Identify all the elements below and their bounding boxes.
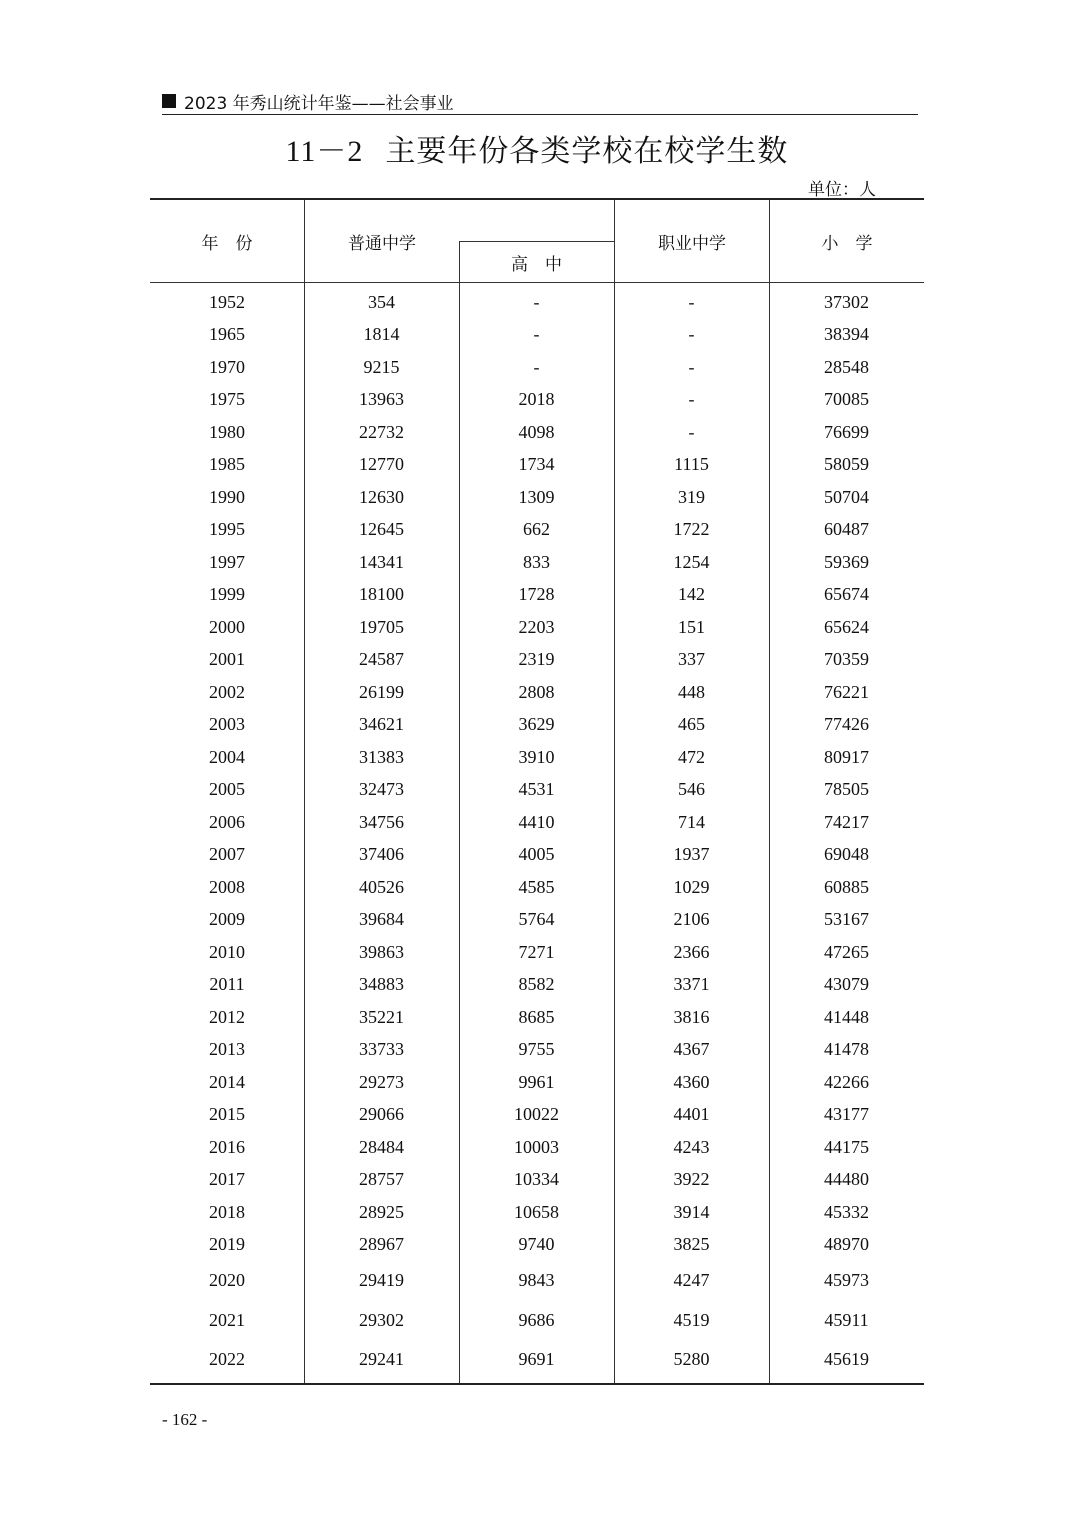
cell-high-school: - <box>533 291 540 312</box>
table-row <box>150 1131 924 1164</box>
cell-middle-school: 29302 <box>359 1309 404 1330</box>
cell-year: 1970 <box>209 356 245 377</box>
table-row <box>150 481 924 514</box>
cell-high-school: 4410 <box>518 811 555 832</box>
cell-middle-school: 19705 <box>359 616 404 637</box>
cell-high-school: - <box>533 324 540 345</box>
cell-vocational: 4367 <box>673 1039 710 1060</box>
cell-middle-school: 26199 <box>359 681 404 702</box>
cell-year: 2005 <box>209 779 245 800</box>
cell-year: 1965 <box>209 324 245 345</box>
cell-year: 1999 <box>209 584 245 605</box>
cell-vocational: 3371 <box>673 974 710 995</box>
data-table <box>150 198 924 1385</box>
cell-primary: 47265 <box>824 941 869 962</box>
cell-vocational: 151 <box>678 616 705 637</box>
cell-high-school: 1309 <box>518 486 555 507</box>
table-row <box>150 969 924 1002</box>
cell-primary: 45911 <box>824 1309 869 1330</box>
cell-high-school: 10022 <box>514 1104 559 1125</box>
cell-high-school: 4005 <box>518 844 555 865</box>
cell-high-school: 8582 <box>518 974 555 995</box>
cell-primary: 65624 <box>824 616 869 637</box>
cell-vocational: 4243 <box>673 1136 710 1157</box>
cell-primary: 59369 <box>824 551 869 572</box>
cell-vocational: 2366 <box>673 941 710 962</box>
cell-year: 2016 <box>209 1136 245 1157</box>
cell-high-school: 8685 <box>518 1006 555 1027</box>
cell-vocational: 1254 <box>673 551 710 572</box>
cell-primary: 74217 <box>824 811 869 832</box>
cell-middle-school: 33733 <box>359 1039 404 1060</box>
cell-middle-school: 24587 <box>359 649 404 670</box>
cell-year: 1997 <box>209 551 245 572</box>
cell-primary: 69048 <box>824 844 869 865</box>
table-bottom-rule <box>150 1383 924 1385</box>
table-row <box>150 611 924 644</box>
table-row <box>150 546 924 579</box>
cell-middle-school: 28484 <box>359 1136 404 1157</box>
cell-vocational: 4519 <box>673 1309 710 1330</box>
table-number: 11－2 <box>285 135 364 168</box>
cell-primary: 45973 <box>824 1270 869 1291</box>
column-divider <box>769 200 770 282</box>
cell-high-school: 2319 <box>518 649 555 670</box>
cell-year: 1990 <box>209 486 245 507</box>
cell-high-school: 3629 <box>518 714 555 735</box>
cell-primary: 48970 <box>824 1234 869 1255</box>
cell-high-school: 1728 <box>518 584 555 605</box>
cell-year: 2022 <box>209 1349 245 1370</box>
cell-middle-school: 32473 <box>359 779 404 800</box>
cell-middle-school: 14341 <box>359 551 404 572</box>
cell-year: 2004 <box>209 746 245 767</box>
table-row <box>150 319 924 352</box>
cell-year: 2007 <box>209 844 245 865</box>
cell-middle-school: 37406 <box>359 844 404 865</box>
table-header <box>150 200 924 283</box>
table-row <box>150 676 924 709</box>
table-row <box>150 1164 924 1197</box>
unit-label: 单位：人 <box>808 180 876 200</box>
cell-high-school: 10003 <box>514 1136 559 1157</box>
cell-vocational: - <box>688 356 695 377</box>
cell-high-school: 4585 <box>518 876 555 897</box>
cell-middle-school: 29066 <box>359 1104 404 1125</box>
cell-year: 2013 <box>209 1039 245 1060</box>
table-row <box>150 384 924 417</box>
cell-vocational: - <box>688 324 695 345</box>
cell-middle-school: 1814 <box>363 324 400 345</box>
cell-high-school: 2808 <box>518 681 555 702</box>
cell-year: 2017 <box>209 1169 245 1190</box>
cell-primary: 45619 <box>824 1349 869 1370</box>
cell-high-school: 2203 <box>518 616 555 637</box>
table-row <box>150 709 924 742</box>
cell-year: 1980 <box>209 421 245 442</box>
cell-middle-school: 34756 <box>359 811 404 832</box>
cell-middle-school: 22732 <box>359 421 404 442</box>
cell-primary: 77426 <box>824 714 869 735</box>
running-header <box>162 88 918 115</box>
cell-primary: 45332 <box>824 1201 869 1222</box>
cell-middle-school: 40526 <box>359 876 404 897</box>
cell-year: 2021 <box>209 1309 245 1330</box>
table-row <box>150 936 924 969</box>
table-row <box>150 1229 924 1262</box>
cell-high-school: - <box>533 356 540 377</box>
cell-year: 1995 <box>209 519 245 540</box>
col-header-middle-school: 普通中学 <box>348 233 416 254</box>
table-body <box>150 283 924 1383</box>
table-row <box>150 741 924 774</box>
cell-middle-school: 12770 <box>359 454 404 475</box>
cell-high-school: 1734 <box>518 454 555 475</box>
cell-vocational: 2106 <box>673 909 710 930</box>
cell-vocational: 4401 <box>673 1104 710 1125</box>
cell-vocational: 3914 <box>673 1201 710 1222</box>
header-text: 2023 年秀山统计年鉴——社会事业 <box>184 93 454 114</box>
table-row <box>150 1340 924 1380</box>
cell-high-school: 9755 <box>518 1039 555 1060</box>
cell-year: 2001 <box>209 649 245 670</box>
cell-primary: 38394 <box>824 324 869 345</box>
cell-year: 2008 <box>209 876 245 897</box>
cell-year: 1975 <box>209 389 245 410</box>
cell-primary: 78505 <box>824 779 869 800</box>
cell-year: 2020 <box>209 1270 245 1291</box>
table-row <box>150 774 924 807</box>
table-row <box>150 1196 924 1229</box>
cell-primary: 50704 <box>824 486 869 507</box>
cell-high-school: 5764 <box>518 909 555 930</box>
cell-vocational: 3825 <box>673 1234 710 1255</box>
table-title-text: 主要年份各类学校在校学生数 <box>385 134 789 169</box>
cell-primary: 76699 <box>824 421 869 442</box>
table-row <box>150 286 924 319</box>
cell-vocational: 465 <box>678 714 705 735</box>
cell-primary: 53167 <box>824 909 869 930</box>
cell-middle-school: 39684 <box>359 909 404 930</box>
cell-high-school: 9740 <box>518 1234 555 1255</box>
cell-middle-school: 28967 <box>359 1234 404 1255</box>
cell-middle-school: 28925 <box>359 1201 404 1222</box>
table-row <box>150 871 924 904</box>
cell-high-school: 10658 <box>514 1201 559 1222</box>
cell-year: 1952 <box>209 291 245 312</box>
cell-vocational: 319 <box>678 486 705 507</box>
cell-primary: 58059 <box>824 454 869 475</box>
cell-primary: 41448 <box>824 1006 869 1027</box>
cell-high-school: 10334 <box>514 1169 559 1190</box>
cell-vocational: 5280 <box>673 1349 710 1370</box>
cell-year: 2000 <box>209 616 245 637</box>
cell-middle-school: 29241 <box>359 1349 404 1370</box>
cell-high-school: 833 <box>523 551 550 572</box>
cell-primary: 43177 <box>824 1104 869 1125</box>
cell-primary: 43079 <box>824 974 869 995</box>
cell-vocational: 4360 <box>673 1071 710 1092</box>
cell-year: 2006 <box>209 811 245 832</box>
table-row <box>150 1301 924 1341</box>
cell-year: 2009 <box>209 909 245 930</box>
cell-year: 2018 <box>209 1201 245 1222</box>
table-title <box>150 126 924 170</box>
cell-vocational: 142 <box>678 584 705 605</box>
table-row <box>150 351 924 384</box>
cell-high-school: 9686 <box>518 1309 555 1330</box>
table-row <box>150 514 924 547</box>
cell-primary: 80917 <box>824 746 869 767</box>
col-header-high-school: 高 中 <box>511 254 562 275</box>
cell-vocational: 3922 <box>673 1169 710 1190</box>
cell-middle-school: 18100 <box>359 584 404 605</box>
cell-primary: 28548 <box>824 356 869 377</box>
table-row <box>150 904 924 937</box>
cell-middle-school: 12645 <box>359 519 404 540</box>
cell-middle-school: 31383 <box>359 746 404 767</box>
col-header-year: 年 份 <box>201 233 253 254</box>
cell-year: 2012 <box>209 1006 245 1027</box>
cell-middle-school: 34883 <box>359 974 404 995</box>
cell-year: 2014 <box>209 1071 245 1092</box>
cell-year: 2015 <box>209 1104 245 1125</box>
cell-middle-school: 29273 <box>359 1071 404 1092</box>
cell-year: 2019 <box>209 1234 245 1255</box>
table-row <box>150 1001 924 1034</box>
cell-vocational: 714 <box>678 811 705 832</box>
table-row <box>150 1066 924 1099</box>
cell-vocational: - <box>688 421 695 442</box>
cell-year: 2010 <box>209 941 245 962</box>
table-row <box>150 806 924 839</box>
cell-high-school: 9691 <box>518 1349 555 1370</box>
cell-middle-school: 35221 <box>359 1006 404 1027</box>
cell-primary: 44480 <box>824 1169 869 1190</box>
cell-high-school: 7271 <box>518 941 555 962</box>
cell-primary: 37302 <box>824 291 869 312</box>
cell-primary: 44175 <box>824 1136 869 1157</box>
table-row <box>150 839 924 872</box>
cell-middle-school: 34621 <box>359 714 404 735</box>
cell-middle-school: 13963 <box>359 389 404 410</box>
table-row <box>150 644 924 677</box>
cell-high-school: 2018 <box>518 389 555 410</box>
cell-middle-school: 39863 <box>359 941 404 962</box>
table-row <box>150 416 924 449</box>
cell-high-school: 4098 <box>518 421 555 442</box>
cell-vocational: 1937 <box>673 844 710 865</box>
cell-year: 1985 <box>209 454 245 475</box>
cell-high-school: 4531 <box>518 779 555 800</box>
column-divider <box>304 200 305 282</box>
cell-vocational: 546 <box>678 779 705 800</box>
cell-high-school: 9843 <box>518 1270 555 1291</box>
cell-primary: 60885 <box>824 876 869 897</box>
cell-middle-school: 28757 <box>359 1169 404 1190</box>
cell-vocational: 3816 <box>673 1006 710 1027</box>
table-row <box>150 579 924 612</box>
cell-vocational: - <box>688 291 695 312</box>
cell-vocational: 472 <box>678 746 705 767</box>
cell-primary: 60487 <box>824 519 869 540</box>
cell-primary: 65674 <box>824 584 869 605</box>
cell-middle-school: 29419 <box>359 1270 404 1291</box>
cell-primary: 42266 <box>824 1071 869 1092</box>
cell-year: 2002 <box>209 681 245 702</box>
cell-year: 2003 <box>209 714 245 735</box>
cell-vocational: 337 <box>678 649 705 670</box>
cell-vocational: - <box>688 389 695 410</box>
column-divider <box>614 200 615 282</box>
cell-primary: 70359 <box>824 649 869 670</box>
table-row <box>150 449 924 482</box>
cell-middle-school: 354 <box>368 291 395 312</box>
cell-year: 2011 <box>209 974 245 995</box>
cell-high-school: 3910 <box>518 746 555 767</box>
column-divider <box>459 241 460 282</box>
black-square-icon <box>162 94 176 108</box>
cell-vocational: 1029 <box>673 876 710 897</box>
cell-middle-school: 9215 <box>363 356 400 377</box>
cell-vocational: 1115 <box>674 454 709 475</box>
table-row <box>150 1099 924 1132</box>
cell-vocational: 1722 <box>673 519 710 540</box>
cell-primary: 76221 <box>824 681 869 702</box>
cell-high-school: 9961 <box>518 1071 555 1092</box>
col-header-vocational: 职业中学 <box>658 233 726 254</box>
cell-primary: 41478 <box>824 1039 869 1060</box>
cell-high-school: 662 <box>523 519 550 540</box>
table-row <box>150 1034 924 1067</box>
cell-middle-school: 12630 <box>359 486 404 507</box>
cell-vocational: 4247 <box>673 1270 710 1291</box>
cell-vocational: 448 <box>678 681 705 702</box>
table-row <box>150 1261 924 1301</box>
col-header-primary: 小 学 <box>821 233 873 254</box>
cell-primary: 70085 <box>824 389 869 410</box>
page-number: - 162 - <box>162 1410 208 1429</box>
